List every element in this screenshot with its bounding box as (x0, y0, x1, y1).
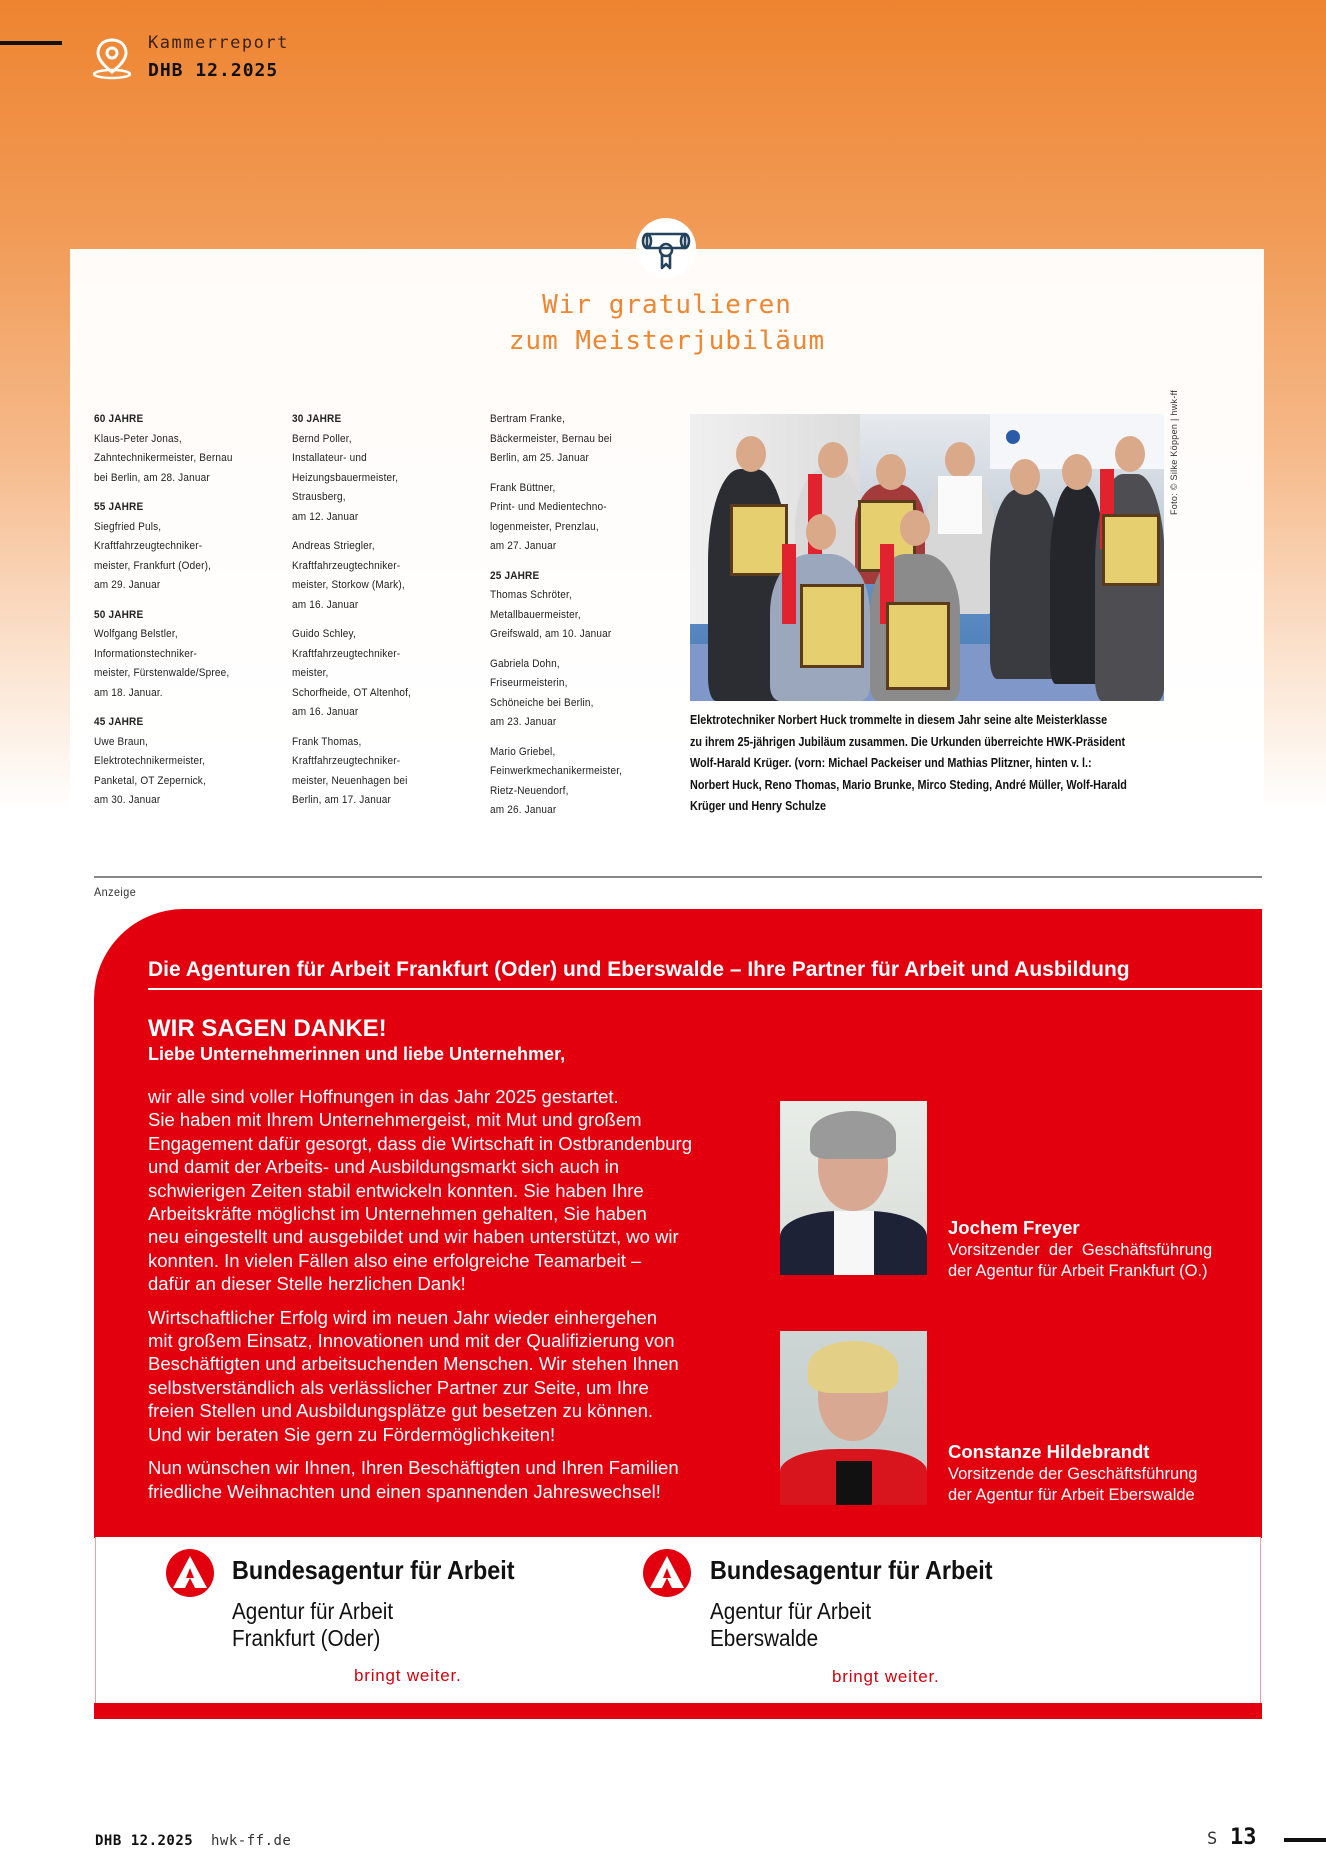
entry-line: Informationstechniker- (94, 647, 198, 660)
entry-line: Siegfried Puls, (94, 520, 162, 533)
body-line: und damit der Arbeits- und Ausbildungsmarkt sich auch in (148, 1156, 619, 1178)
portrait-hair (808, 1341, 898, 1393)
jubilee-age-heading: 25 JAHRE (490, 569, 540, 582)
body-line: wir alle sind voller Hoffnungen in das Jahr 2025 gestartet. (148, 1086, 619, 1107)
photo-credit: Foto: © Silke Köppen | hwk-ff (1169, 389, 1179, 515)
entry-line: Kraftfahrzeugtechniker- (292, 559, 401, 572)
entry-line: Zahntechnikermeister, Bernau (94, 452, 233, 464)
jubilee-entry (292, 410, 455, 527)
person-head (806, 514, 836, 550)
jubilee-entry (490, 655, 653, 733)
group-photo (690, 414, 1164, 701)
entry-line: Kraftfahrzeugtechniker- (292, 755, 401, 767)
jubilee-entry (292, 625, 455, 723)
hwk-logo-icon (1006, 430, 1020, 444)
entry-line: am 16. Januar (292, 598, 359, 611)
agency-location (710, 1598, 871, 1652)
entry-line: Rietz-Neuendorf, (490, 784, 569, 797)
jubilee-column-3 (490, 410, 653, 831)
caption-line: Norbert Huck, Reno Thomas, Mario Brunke, Mirco Steding, André Müller, Wolf-Harald (690, 777, 1127, 792)
agency-location (232, 1598, 393, 1652)
entry-line: Klaus-Peter Jonas, (94, 432, 182, 445)
person-role (948, 1240, 1212, 1282)
location-line: Agentur für Arbeit (232, 1598, 394, 1624)
entry-line: am 27. Januar (490, 540, 557, 552)
jubilee-age-heading: 60 JAHRE (94, 413, 144, 425)
caption-line: Wolf-Harald Krüger. (vorn: Michael Packeiser und Mathias Plitzner, hinten v. l.: (690, 756, 1092, 770)
ad-title-underline (148, 988, 1262, 990)
location-pin-icon (92, 36, 132, 80)
body-line: konnten. In vielen Fällen also eine erfolgreiche Teamarbeit – (148, 1249, 642, 1271)
jubilee-entry (94, 713, 257, 811)
certificate-frame (1102, 514, 1160, 586)
ad-title: Die Agenturen für Arbeit Frankfurt (Oder) und Eberswalde – Ihre Partner für Arbeit und Ausbildung (148, 958, 1130, 981)
person-head (818, 442, 848, 478)
person-name: Constanze Hildebrandt (948, 1441, 1150, 1462)
entry-line: Feinwerkmechanikermeister, (490, 765, 623, 777)
jubilee-entry (94, 606, 257, 704)
person-head (945, 442, 975, 478)
entry-line: Uwe Braun, (94, 735, 149, 748)
location-line: Eberswalde (710, 1625, 819, 1651)
caption-line: Elektrotechniker Norbert Huck trommelte in diesem Jahr seine alte Meisterklasse (690, 713, 1108, 727)
entry-line: Greifswald, am 10. Januar (490, 628, 612, 640)
ad-headline: WIR SAGEN DANKE! (148, 1015, 387, 1042)
entry-line: Berlin, am 25. Januar (490, 452, 589, 464)
body-line: Wirtschaftlicher Erfolg wird im neuen Jahr wieder einhergehen (148, 1306, 657, 1328)
person-role (948, 1464, 1197, 1506)
footer-issue: DHB 12.2025 (95, 1833, 194, 1849)
agency-name: Bundesagentur für Arbeit (232, 1555, 515, 1585)
entry-line: Print- und Medientechno- (490, 501, 607, 513)
person-name: Jochem Freyer (948, 1217, 1080, 1238)
body-line: selbstverständlich als verlässlicher Partner zur Seite, um Ihre (148, 1376, 649, 1398)
portrait-jochem-freyer (780, 1101, 927, 1275)
ad-greeting: Liebe Unternehmerinnen und liebe Unternehmer, (148, 1044, 566, 1064)
entry-line: Friseurmeisterin, (490, 677, 568, 689)
entry-line: Schorfheide, OT Altenhof, (292, 686, 412, 699)
entry-line: Metallbauermeister, (490, 608, 581, 621)
footer-url[interactable]: hwk-ff.de (211, 1833, 292, 1849)
jubilee-age-heading: 30 JAHRE (292, 413, 342, 425)
body-line: neu eingestellt und ausgebildet und wir haben unterstützt, wo wir (148, 1226, 679, 1248)
certificate-scroll-icon (641, 228, 691, 273)
page-number: 13 (1230, 1825, 1257, 1850)
page-prefix: S (1207, 1829, 1218, 1849)
portrait-shirt (834, 1211, 874, 1275)
bundesagentur-logo-icon (165, 1548, 215, 1598)
body-line: Engagement dafür gesorgt, dass die Wirtschaft in Ostbrandenburg (148, 1132, 692, 1154)
location-line: Agentur für Arbeit (710, 1598, 872, 1624)
entry-line: meister, Neuenhagen bei (292, 774, 408, 787)
person-head (1115, 436, 1145, 472)
jubilee-entry (292, 537, 455, 615)
entry-line: meister, (292, 667, 329, 679)
entry-line: Panketal, OT Zepernick, (94, 774, 206, 787)
ad-paragraph (148, 1085, 758, 1296)
ad-label: Anzeige (94, 885, 137, 899)
entry-line: am 18. Januar. (94, 686, 163, 699)
entry-line: bei Berlin, am 28. Januar (94, 471, 210, 484)
jubilee-age-heading: 55 JAHRE (94, 501, 144, 513)
header-rule (0, 41, 62, 45)
jubilee-age-heading: 45 JAHRE (94, 716, 144, 728)
entry-line: Kraftfahrzeugtechniker- (94, 540, 203, 552)
entry-line: am 12. Januar (292, 510, 359, 523)
certificate-frame (886, 602, 950, 690)
jubilee-column-2 (292, 410, 455, 821)
entry-line: am 30. Januar (94, 794, 161, 806)
issue-label: DHB 12.2025 (148, 60, 279, 81)
entry-line: Frank Büttner, (490, 481, 556, 494)
role-line: Vorsitzender der Geschäftsführung (948, 1241, 1213, 1259)
agency-claim: bringt weiter. (832, 1667, 940, 1686)
certificate-paper (938, 476, 982, 534)
entry-line: am 29. Januar (94, 579, 161, 591)
body-line: schwierigen Zeiten stabil entwickeln konnten. Sie haben Ihre (148, 1179, 644, 1201)
entry-line: Andreas Striegler, (292, 540, 375, 552)
person-head (876, 454, 906, 490)
body-line: Und wir beraten Sie gern zu Fördermöglichkeiten! (148, 1423, 556, 1445)
ad-body (148, 1085, 758, 1513)
ad-paragraph (148, 1306, 758, 1446)
photo-caption (690, 710, 1137, 818)
portrait-hair (810, 1111, 896, 1159)
entry-line: logenmeister, Prenzlau, (490, 520, 599, 533)
ad-divider (94, 876, 1262, 878)
certificate-frame (730, 504, 788, 576)
bundesagentur-logo-icon (642, 1548, 692, 1598)
jubilee-entry (292, 733, 455, 811)
section-kicker: Kammerreport (148, 33, 289, 53)
jubilee-entry (94, 410, 257, 488)
person-head (1010, 459, 1040, 495)
entry-line: am 23. Januar (490, 716, 557, 728)
entry-line: Gabriela Dohn, (490, 657, 560, 670)
entry-line: Wolfgang Belstler, (94, 628, 178, 640)
location-line: Frankfurt (Oder) (232, 1625, 381, 1651)
body-line: mit großem Einsatz, Innovationen und mit der Qualifizierung von (148, 1330, 675, 1352)
entry-line: Elektrotechnikermeister, (94, 755, 206, 767)
entry-line: Bertram Franke, (490, 413, 566, 425)
jubilee-column-1 (94, 410, 257, 821)
person-head (900, 510, 930, 546)
entry-line: Installateur- und (292, 452, 367, 464)
entry-line: Kraftfahrzeugtechniker- (292, 647, 401, 660)
entry-line: Strausberg, (292, 491, 346, 503)
body-line: Sie haben mit Ihrem Unternehmergeist, mit Mut und großem (148, 1109, 642, 1131)
entry-line: am 26. Januar (490, 804, 557, 816)
portrait-top (836, 1461, 872, 1505)
jubilee-entry (490, 567, 653, 645)
ad-paragraph (148, 1456, 758, 1503)
jubilee-entry (490, 479, 653, 557)
body-line: dafür an dieser Stelle herzlichen Dank! (148, 1273, 466, 1295)
body-line: friedliche Weihnachten und einen spannenden Jahreswechsel! (148, 1480, 661, 1502)
role-line: Vorsitzende der Geschäftsführung (948, 1465, 1198, 1483)
entry-line: Heizungsbauermeister, (292, 471, 399, 484)
entry-line: meister, Fürstenwalde/Spree, (94, 667, 230, 679)
headline-line-2: zum Meisterjubiläum (508, 326, 826, 356)
entry-line: Bäckermeister, Bernau bei (490, 432, 612, 445)
entry-line: Thomas Schröter, (490, 589, 572, 601)
jubilee-entry (94, 498, 257, 596)
entry-line: Frank Thomas, (292, 735, 362, 748)
entry-line: meister, Storkow (Mark), (292, 579, 405, 591)
entry-line: Mario Griebel, (490, 745, 556, 758)
footer-rule (1284, 1838, 1326, 1842)
jubilee-entry (490, 410, 653, 469)
entry-line: am 16. Januar (292, 706, 359, 718)
body-line: Beschäftigten und arbeitsuchenden Menschen. Wir stehen Ihnen (148, 1353, 679, 1375)
body-line: Nun wünschen wir Ihnen, Ihren Beschäftigten und Ihren Familien (148, 1457, 679, 1479)
body-line: Arbeitskräfte möglichst im Unternehmen gehalten, Sie haben (148, 1203, 647, 1225)
ad-bottom-bar (94, 1703, 1262, 1719)
entry-line: Guido Schley, (292, 628, 356, 640)
feature-headline (70, 287, 1264, 359)
entry-line: Schöneiche bei Berlin, (490, 696, 594, 709)
role-line: der Agentur für Arbeit Eberswalde (948, 1486, 1195, 1504)
portrait-constanze-hildebrandt (780, 1331, 927, 1505)
entry-line: Berlin, am 17. Januar (292, 794, 391, 806)
entry-line: meister, Frankfurt (Oder), (94, 559, 212, 572)
body-line: freien Stellen und Ausbildungsplätze gut besetzen zu können. (148, 1400, 654, 1422)
jubilee-entry (490, 743, 653, 821)
caption-line: zu ihrem 25-jährigen Jubiläum zusammen. Die Urkunden überreichte HWK-Präsident (690, 734, 1126, 749)
red-scarf (782, 544, 796, 624)
agency-name: Bundesagentur für Arbeit (710, 1555, 993, 1585)
person-head (1062, 454, 1092, 490)
caption-line: Krüger und Henry Schulze (690, 799, 827, 813)
certificate-frame (800, 584, 864, 668)
role-line: der Agentur für Arbeit Frankfurt (O.) (948, 1262, 1208, 1280)
agency-claim: bringt weiter. (354, 1666, 462, 1685)
entry-line: Bernd Poller, (292, 432, 352, 445)
jubilee-age-heading: 50 JAHRE (94, 608, 144, 621)
person-head (736, 436, 766, 472)
headline-line-1: Wir gratulieren (542, 290, 792, 320)
